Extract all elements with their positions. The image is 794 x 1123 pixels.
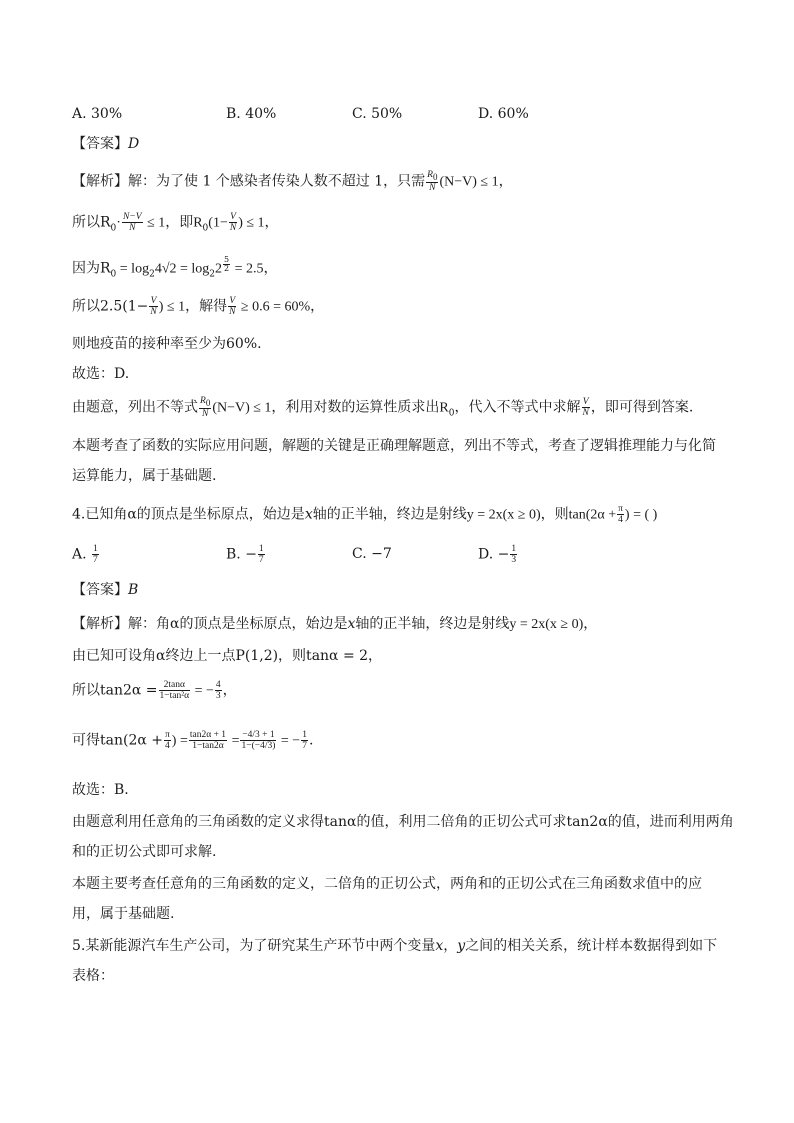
option-a: A. 30% <box>72 106 123 122</box>
q5-stem: 5.某新能源汽车生产公司，为了研究某生产环节中两个变量x，y之间的相关关系，统计样本数据得到如下 <box>72 938 718 954</box>
q4-summary-line-4: 用，属于基础题. <box>72 906 175 922</box>
q3-analysis-line-4: 所以2.5(1− $\frac{V}{N}$ ) ≤ 1，解得 $\frac{V}{N}$ ≥ 0.6 = 60%， <box>72 296 325 317</box>
q4-analysis-line-1: 【解析】解：角α的顶点是坐标原点，始边是x轴的正半轴，终边是射线y = 2x(x ≥ 0)， <box>72 616 598 632</box>
q3-analysis-line-1: 【解析】解：为了使 1 个感染者传染人数不超过 1，只需 $\frac{R_0}{N}$ (N−V) ≤ 1， <box>72 170 513 193</box>
q4-option-a: A. $\frac{1}{7}$ <box>72 544 98 565</box>
q3-answer <box>72 134 139 154</box>
option-b: B. 40% <box>226 106 277 122</box>
q4-stem: 4.已知角α的顶点是坐标原点，始边是x轴的正半轴，终边是射线y = 2x(x ≥ 0)，则tan(2α + $\frac{\pi}{4}$ ) = ( ) <box>72 504 658 525</box>
q4-summary-line-2: 和的正切公式即可求解. <box>72 844 217 860</box>
option-c: C. 50% <box>352 106 403 122</box>
q4-analysis-line-4: 可得tan(2α + $\frac{\pi}{4}$ ) = $\frac{\tan 2\alpha + 1}{1-\tan 2\alpha}$ = $\frac{-4/3 + 1}{1-(-4/3)}$ = − $\frac{1}{7}$ . <box>72 730 314 751</box>
q4-summary-line-3: 本题主要考查任意角的三角函数的定义，二倍角的正切公式，两角和的正切公式在三角函数求值中的应 <box>72 876 702 892</box>
answer-tag: 【答案】 <box>72 136 128 152</box>
q4-summary-line-1: 由题意利用任意角的三角函数的定义求得tanα的值，利用二倍角的正切公式可求tan2α的值，进而利用两角 <box>72 814 734 830</box>
q3-analysis-line-7: 由题意，列出不等式 $\frac{R_0}{N}$ (N−V) ≤ 1，利用对数的运算性质求出$R_0$，代入不等式中求解 $\frac{V}{N}$ ，即可得到答案. <box>72 396 694 419</box>
q3-analysis-line-6: 故选：D. <box>72 366 130 382</box>
q3-analysis-line-2: 所以$R_0\cdot$ $\frac{N-V}{N}$ ≤ 1，即$R_0(1-$ $\frac{V}{N}$ ) ≤ 1， <box>72 212 279 234</box>
q4-option-d: D. − $\frac{1}{3}$ <box>478 544 517 565</box>
q4-analysis-line-5: 故选：B. <box>72 782 129 798</box>
q4-option-b: B. − $\frac{1}{7}$ <box>226 544 264 565</box>
q4-analysis-line-3: 所以tan2α = $\frac{2\tan\alpha}{\text{1−tan²α}}$ = − $\frac{4}{3}$ ， <box>72 680 237 701</box>
answer-value: D <box>128 136 140 152</box>
q3-analysis-line-3: 因为$R_0 = \log_24√2 = \log_22$ $\frac{5}{2}$ = 2.5， <box>72 255 278 280</box>
q5-stem-line-2: 表格： <box>72 968 114 984</box>
q4-option-c: C. −7 <box>352 546 392 562</box>
q3-summary-line-2: 运算能力，属于基础题. <box>72 468 217 484</box>
q3-summary-line-1: 本题考查了函数的实际应用问题，解题的关键是正确理解题意，列出不等式，考查了逻辑推理能力与化简 <box>72 438 716 454</box>
q4-analysis-line-2: 由已知可设角α终边上一点P(1,2)，则tanα = 2， <box>72 648 383 664</box>
option-d: D. 60% <box>478 106 529 122</box>
q4-answer: 【答案】B <box>72 582 139 598</box>
analysis-tag: 【解析】 <box>72 173 128 190</box>
q3-analysis-line-5: 则地疫苗的接种率至少为60%. <box>72 336 262 352</box>
